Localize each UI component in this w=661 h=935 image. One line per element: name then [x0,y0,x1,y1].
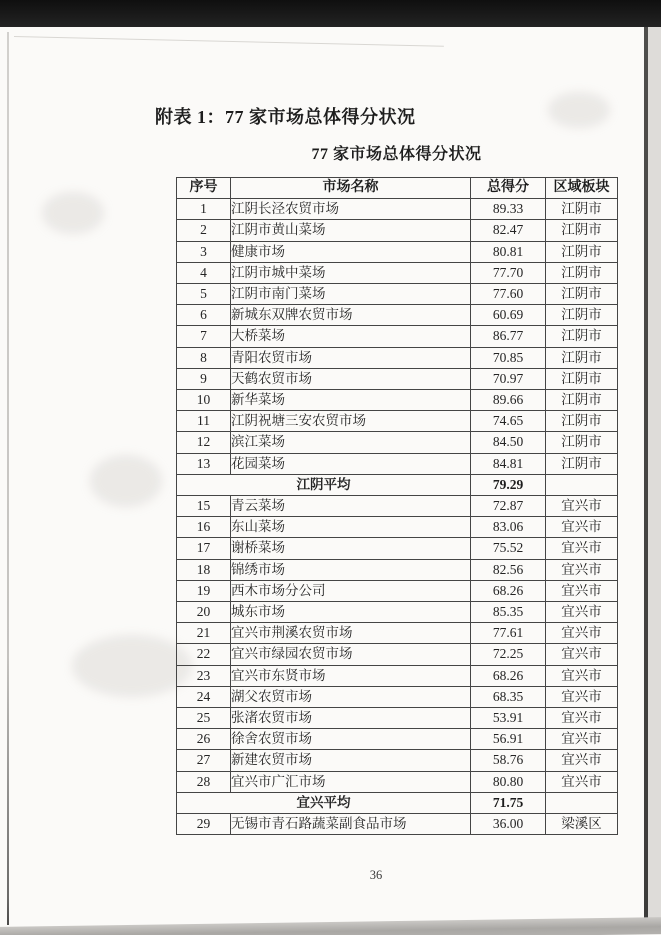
region-cell: 江阴市 [546,453,618,474]
row-number-cell: 19 [177,580,231,601]
region-cell: 宜兴市 [546,644,618,665]
region-cell: 江阴市 [546,390,618,411]
table-row [177,559,618,580]
table-header [177,178,618,199]
score-cell: 36.00 [471,814,546,835]
region-cell: 江阴市 [546,284,618,305]
row-number-cell: 28 [177,771,231,792]
region-cell: 江阴市 [546,326,618,347]
row-number-cell: 24 [177,686,231,707]
score-cell: 71.75 [471,792,546,813]
score-cell: 53.91 [471,708,546,729]
score-cell: 68.26 [471,580,546,601]
score-cell: 74.65 [471,411,546,432]
region-cell: 宜兴市 [546,708,618,729]
region-cell: 江阴市 [546,220,618,241]
market-name-cell: 湖父农贸市场 [231,686,471,707]
region-cell: 江阴市 [546,347,618,368]
table-row [177,411,618,432]
document-heading: 附表 1：77 家市场总体得分状况 [155,107,416,127]
score-cell: 83.06 [471,517,546,538]
score-cell: 77.70 [471,262,546,283]
market-name-cell: 新华菜场 [231,390,471,411]
scan-edge-left [7,32,9,925]
score-cell: 75.52 [471,538,546,559]
score-cell: 70.85 [471,347,546,368]
market-name-cell: 宜兴市广汇市场 [231,771,471,792]
row-number-cell: 7 [177,326,231,347]
table-row [177,432,618,453]
row-number-cell: 4 [177,262,231,283]
market-name-cell: 宜兴市绿园农贸市场 [231,644,471,665]
market-name-cell: 新城东双牌农贸市场 [231,305,471,326]
score-cell: 77.61 [471,623,546,644]
row-number-cell: 15 [177,496,231,517]
market-name-cell: 新建农贸市场 [231,750,471,771]
table-row [177,644,618,665]
table-title: 77 家市场总体得分状况 [311,146,482,163]
scan-margin-right [648,27,661,923]
market-name-cell: 城东市场 [231,602,471,623]
region-cell: 江阴市 [546,305,618,326]
region-cell: 江阴市 [546,241,618,262]
average-label-cell: 宜兴平均 [177,792,471,813]
region-cell: 江阴市 [546,368,618,389]
score-cell: 58.76 [471,750,546,771]
market-name-cell: 江阴祝塘三安农贸市场 [231,411,471,432]
column-header: 序号 [177,178,231,199]
table-row [177,390,618,411]
region-cell: 宜兴市 [546,686,618,707]
region-cell: 宜兴市 [546,602,618,623]
table-row [177,750,618,771]
market-name-cell: 天鹤农贸市场 [231,368,471,389]
row-number-cell: 21 [177,623,231,644]
row-number-cell: 8 [177,347,231,368]
row-number-cell: 3 [177,241,231,262]
market-name-cell: 大桥菜场 [231,326,471,347]
table-row [177,814,618,835]
row-number-cell: 23 [177,665,231,686]
market-name-cell: 东山菜场 [231,517,471,538]
table-row [177,199,618,220]
scan-smudge [548,92,610,128]
score-cell: 77.60 [471,284,546,305]
region-cell: 宜兴市 [546,665,618,686]
region-cell: 宜兴市 [546,538,618,559]
market-name-cell: 花园菜场 [231,453,471,474]
table-header-row [177,178,618,199]
market-name-cell: 滨江菜场 [231,432,471,453]
row-number-cell: 29 [177,814,231,835]
page-top-edge-line [14,36,444,47]
column-header: 总得分 [471,178,546,199]
page-number: 36 [369,868,383,882]
region-cell: 宜兴市 [546,729,618,750]
row-number-cell: 16 [177,517,231,538]
row-number-cell: 10 [177,390,231,411]
average-label-cell: 江阴平均 [177,474,471,495]
row-number-cell: 5 [177,284,231,305]
row-number-cell: 26 [177,729,231,750]
score-cell: 80.80 [471,771,546,792]
table-row [177,326,618,347]
scan-edge-bottom [0,917,661,935]
region-cell: 梁溪区 [546,814,618,835]
table-row [177,771,618,792]
table-row [177,347,618,368]
scan-edge-top [0,0,661,27]
row-number-cell: 12 [177,432,231,453]
market-name-cell: 江阴市南门菜场 [231,284,471,305]
market-name-cell: 宜兴市东贤市场 [231,665,471,686]
row-number-cell: 6 [177,305,231,326]
table-row [177,623,618,644]
score-cell: 89.66 [471,390,546,411]
score-cell: 79.29 [471,474,546,495]
table-row [177,453,618,474]
row-number-cell: 17 [177,538,231,559]
region-cell: 宜兴市 [546,496,618,517]
row-number-cell: 9 [177,368,231,389]
region-cell: 宜兴市 [546,559,618,580]
score-cell: 84.81 [471,453,546,474]
score-cell: 89.33 [471,199,546,220]
market-name-cell: 宜兴市荆溪农贸市场 [231,623,471,644]
score-cell: 82.56 [471,559,546,580]
score-cell: 72.87 [471,496,546,517]
scan-smudge [42,192,104,234]
score-cell: 68.35 [471,686,546,707]
region-cell: 宜兴市 [546,517,618,538]
table-row [177,305,618,326]
average-row [177,474,618,495]
market-name-cell: 江阴市城中菜场 [231,262,471,283]
market-name-cell: 江阴市黄山菜场 [231,220,471,241]
score-cell: 80.81 [471,241,546,262]
table-row [177,665,618,686]
table-row [177,729,618,750]
table-row [177,580,618,601]
row-number-cell: 1 [177,199,231,220]
scan-smudge [72,635,192,697]
market-name-cell: 健康市场 [231,241,471,262]
region-cell [546,792,618,813]
region-cell: 江阴市 [546,411,618,432]
score-cell: 84.50 [471,432,546,453]
row-number-cell: 11 [177,411,231,432]
scan-smudge [90,455,162,507]
score-cell: 60.69 [471,305,546,326]
column-header: 区域板块 [546,178,618,199]
region-cell: 江阴市 [546,262,618,283]
average-row [177,792,618,813]
table-row [177,284,618,305]
score-cell: 56.91 [471,729,546,750]
row-number-cell: 22 [177,644,231,665]
column-header: 市场名称 [231,178,471,199]
market-name-cell: 徐舍农贸市场 [231,729,471,750]
row-number-cell: 18 [177,559,231,580]
region-cell: 宜兴市 [546,771,618,792]
table-row [177,220,618,241]
score-cell: 85.35 [471,602,546,623]
market-name-cell: 青云菜场 [231,496,471,517]
market-name-cell: 青阳农贸市场 [231,347,471,368]
table-row [177,241,618,262]
region-cell: 宜兴市 [546,750,618,771]
row-number-cell: 20 [177,602,231,623]
score-cell: 86.77 [471,326,546,347]
region-cell: 江阴市 [546,432,618,453]
market-name-cell: 江阴长泾农贸市场 [231,199,471,220]
market-name-cell: 锦绣市场 [231,559,471,580]
row-number-cell: 13 [177,453,231,474]
region-cell [546,474,618,495]
market-name-cell: 无锡市青石路蔬菜副食品市场 [231,814,471,835]
row-number-cell: 25 [177,708,231,729]
score-cell: 72.25 [471,644,546,665]
table-row [177,602,618,623]
market-scores-table [176,177,618,835]
region-cell: 江阴市 [546,199,618,220]
table-row [177,517,618,538]
table-row [177,686,618,707]
row-number-cell: 2 [177,220,231,241]
region-cell: 宜兴市 [546,580,618,601]
score-cell: 68.26 [471,665,546,686]
row-number-cell: 27 [177,750,231,771]
score-cell: 70.97 [471,368,546,389]
table-row [177,262,618,283]
table-row [177,708,618,729]
table-row [177,538,618,559]
market-name-cell: 谢桥菜场 [231,538,471,559]
table-row [177,368,618,389]
market-name-cell: 西木市场分公司 [231,580,471,601]
score-cell: 82.47 [471,220,546,241]
region-cell: 宜兴市 [546,623,618,644]
table-row [177,496,618,517]
table-body [177,199,618,835]
market-name-cell: 张渚农贸市场 [231,708,471,729]
